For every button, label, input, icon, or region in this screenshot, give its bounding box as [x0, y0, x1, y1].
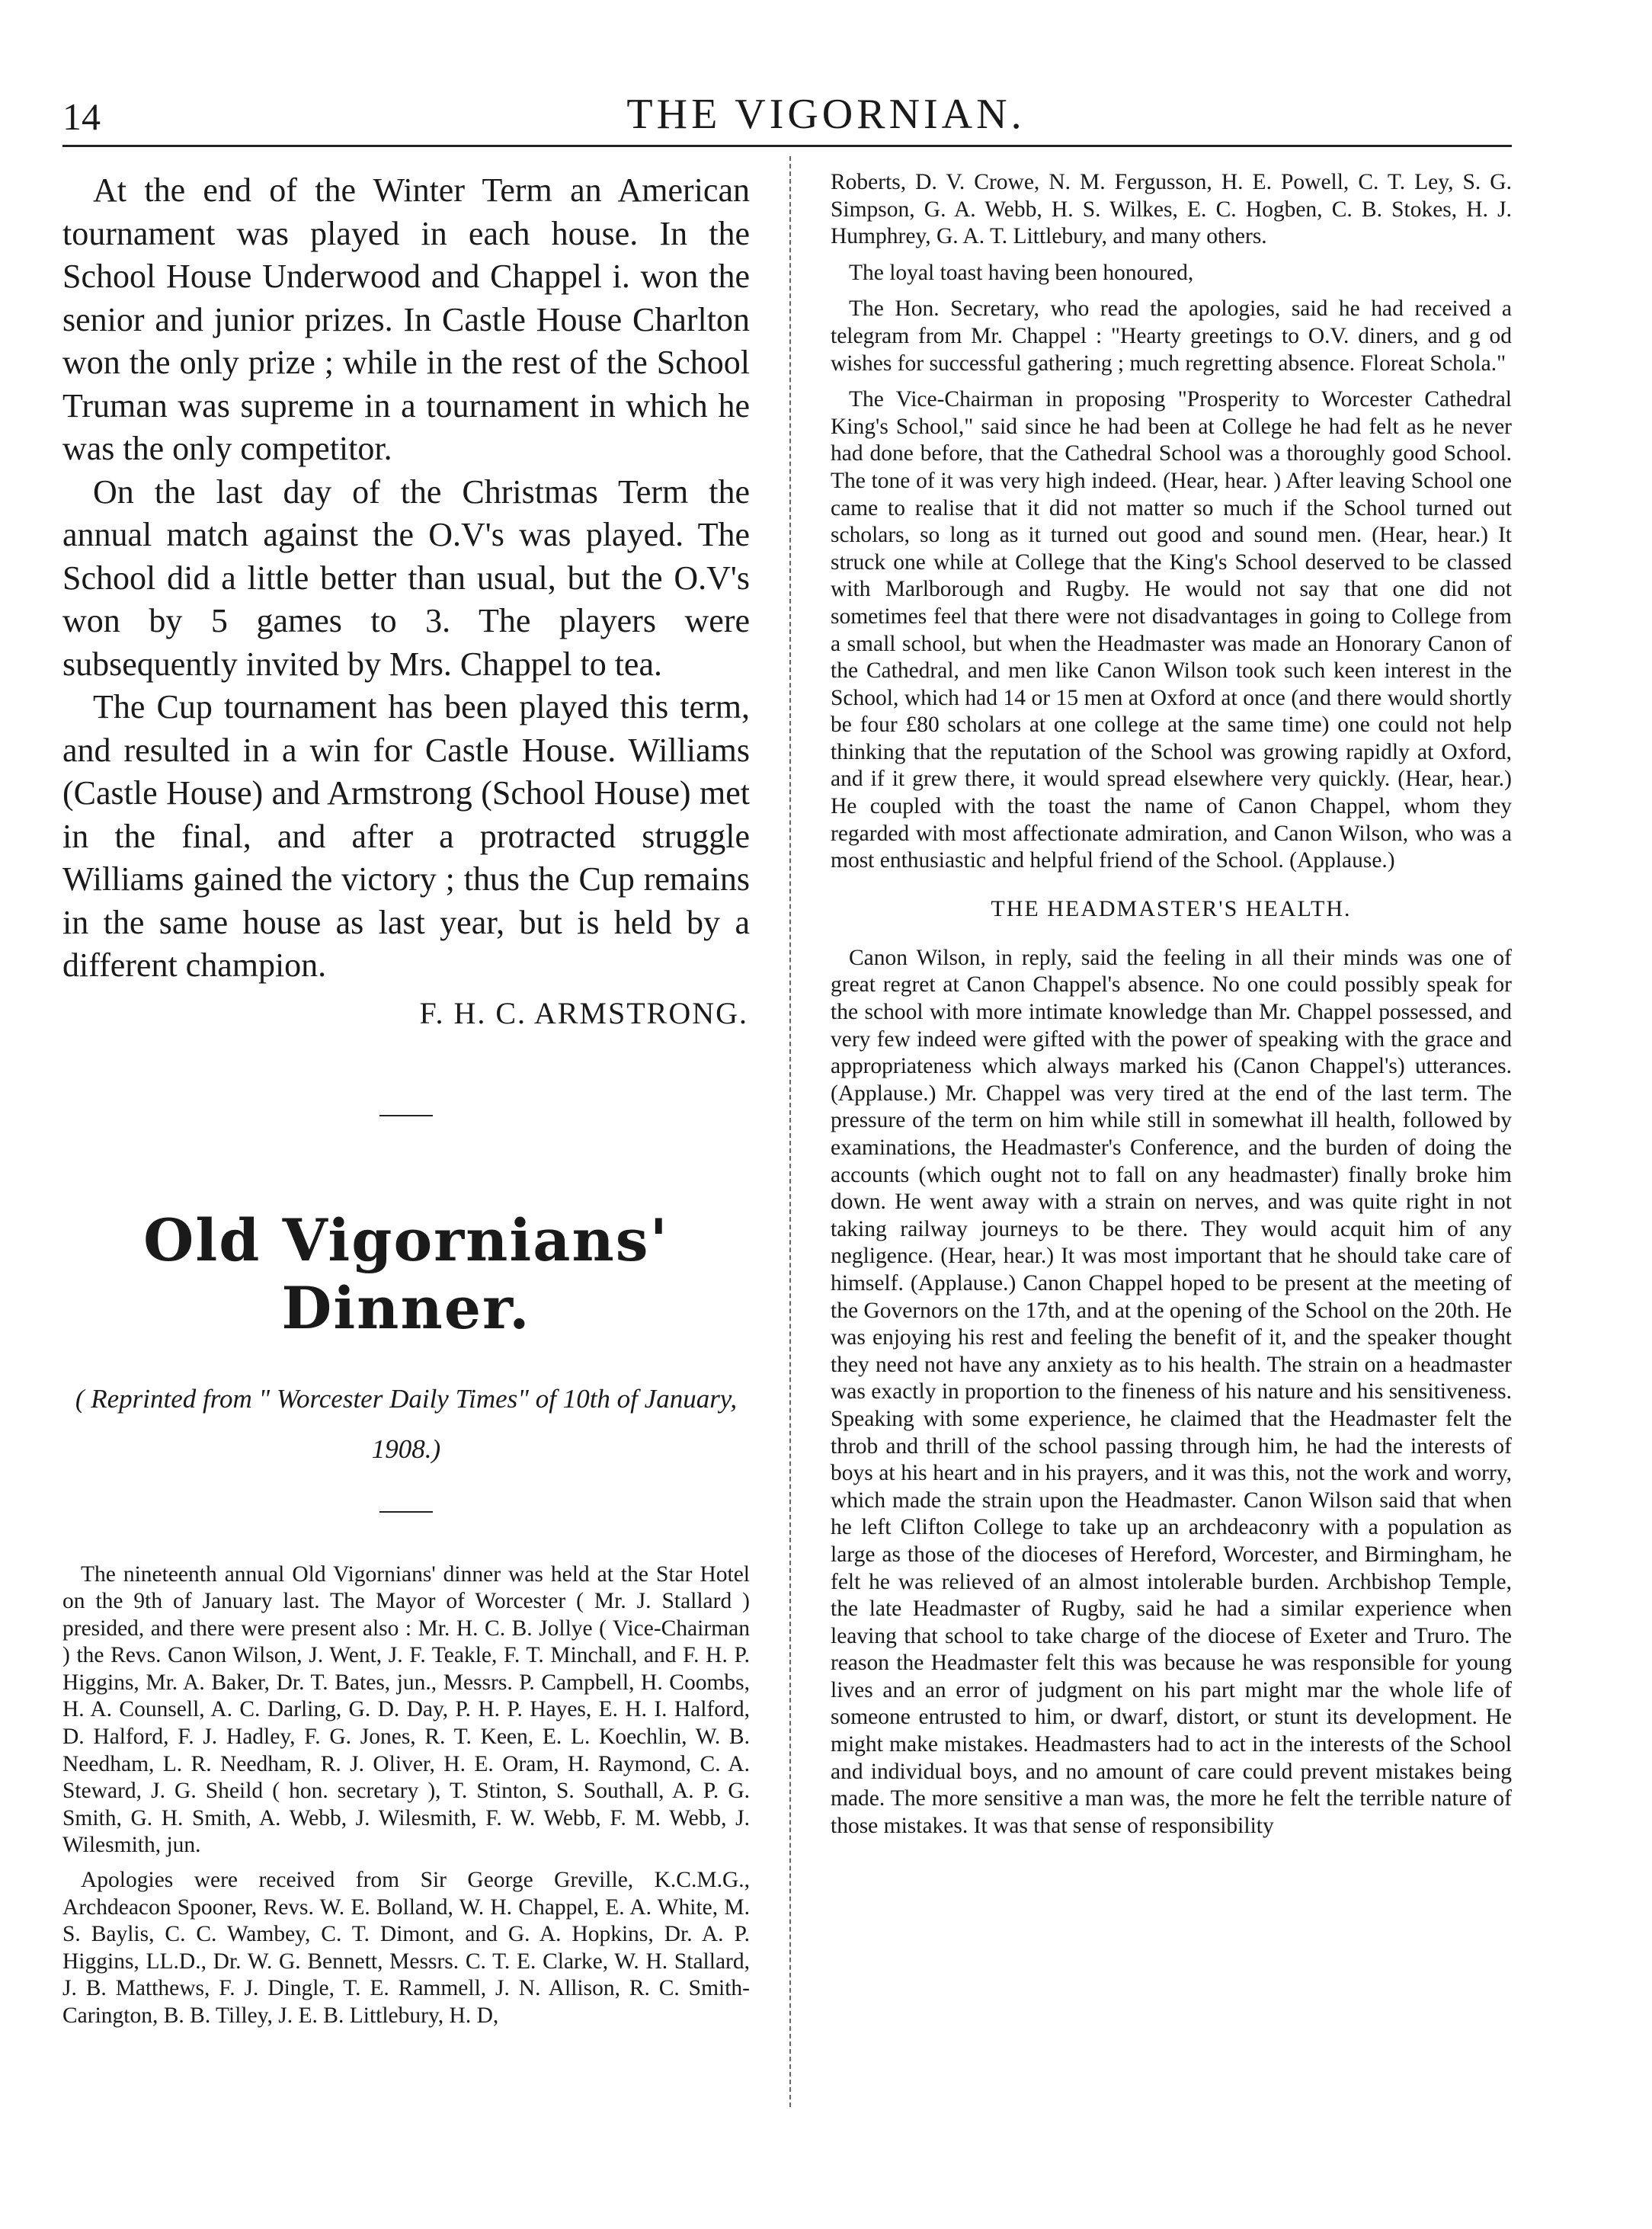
header-rule [62, 145, 1512, 147]
dinner-right-text [831, 169, 1512, 1840]
article-paragraph: Apologies were received from Sir George Greville, K.C.M.G., Archdeacon Spooner, Revs. W. E. Bolland, W. H. Chappel, E. A. White, M. S. Baylis, C. C. Wambey, C. T. Dimont, and G. A. Hopkins, Dr. A. P. Higgins, LL.D., Dr. W. G. Bennett, Messrs. C. T. E. Clarke, W. H. Stallard, J. B. Matthews, F. J. Dingle, T. E. Rammell, J. N. Allison, R. C. Smith- Carington, B. B. Tilley, J. E. B. Littlebury, H. D, [62, 1868, 750, 2028]
right-column [831, 169, 1512, 1849]
chess-paragraph: On the last day of the Christmas Term the annual match against the O.V's was played. The School did a little better than usual, but the O.V's won by 5 games to 3. The players were subsequently invited by Mrs. Chappel to tea. [62, 472, 750, 683]
dinner-left-text [62, 1561, 750, 2030]
section-separator [379, 1115, 433, 1116]
page-title: THE VIGORNIAN. [626, 91, 1026, 138]
column-divider [789, 156, 791, 2107]
signature: F. H. C. ARMSTRONG. [419, 995, 748, 1030]
chess-report [62, 169, 750, 1031]
reprint-note: ( Reprinted from " Worcester Daily Times" of 10th of January, 1908.) [75, 1383, 738, 1464]
section-subheading: THE HEADMASTER'S HEALTH. [991, 895, 1352, 921]
article-title: Old Vigornians' Dinner. [143, 1206, 669, 1342]
chess-paragraph: The Cup tournament has been played this term, and resulted in a win for Castle House. Williams (Castle House) and Armstrong (School House) met in the final, and after a protracted struggle Williams gained the victory ; thus the Cup remains in the same house as last year, but is held by a different champion. [62, 688, 750, 984]
chess-paragraph: At the end of the Winter Term an American tournament was played in each house. In the School House Underwood and Chappel i. won the senior and junior prizes. In Castle House Charlton won the only prize ; while in the rest of the School Truman was supreme in a tournament in which he was the only competitor. [62, 171, 750, 467]
article-paragraph: The Hon. Secretary, who read the apologies, said he had received a telegram from Mr. Chappel : "Hearty greetings to O.V. diners, and g od wishes for successful gathering ; much regretting absence. Floreat Schola." [831, 296, 1512, 376]
left-column [62, 169, 750, 2038]
page-number: 14 [62, 95, 101, 138]
article-paragraph: The nineteenth annual Old Vigornians' dinner was held at the Star Hotel on the 9th of January last. The Mayor of Worcester ( Mr. J. Stallard ) presided, and there were present also : Mr. H. C. B. Jollye ( Vice-Chairman ) the Revs. Canon Wilson, J. Went, J. F. Teakle, F. T. Minchall, and F. H. P. Higgins, Mr. A. Baker, Dr. T. Bates, jun., Messrs. P. Campbell, H. Coombs, H. A. Counsell, A. C. Darling, G. D. Day, P. H. P. Hayes, E. H. I. Halford, D. Halford, F. J. Hadley, F. G. Jones, R. T. Keen, E. L. Koechlin, W. B. Needham, L. R. Needham, R. J. Oliver, H. E. Oram, H. Raymond, C. A. Steward, J. G. Sheild ( hon. secretary ), T. Stinton, S. Southall, A. P. G. Smith, G. H. Smith, A. Webb, J. Wilesmith, F. W. Webb, F. M. Webb, J. Wilesmith, jun. [62, 1561, 750, 1858]
article-paragraph: The Vice-Chairman in proposing "Prosperity to Worcester Cathedral King's School," said since he had been at College he had felt as he never had done before, that the Cathedral School was a thoroughly good School. The tone of it was very high indeed. (Hear, hear. ) After leaving School one came to realise that it did not matter so much if the School turned out scholars, so long as it turned out good and sound men. (Hear, hear.) It struck one while at College that the King's School deserved to be classed with Marlborough and Rugby. He would not say that one did not sometimes feel that there were not disadvantages in going to College from a small school, but when the Headmaster was made an Honorary Canon of the Cathedral, and men like Canon Wilson took such keen interest in the School, which had 14 or 15 men at Oxford at once (and there would shortly be four £80 scholars at one college at the same time) one could not help thinking that the reputation of the School was growing rapidly at Oxford, and if it grew there, it would spread elsewhere very quickly. (Hear, hear.) He coupled with the toast the name of Canon Chappel, whom they regarded with most affectionate admiration, and Canon Wilson, who was a most enthusiastic and helpful friend of the School. (Applause.) [831, 387, 1512, 873]
article-paragraph: Canon Wilson, in reply, said the feeling in all their minds was one of great regret at Canon Chappel's absence. No one could possibly speak for the school with more intimate knowledge than Mr. Chappel possessed, and very few indeed were gifted with the power of speaking with the grace and appropriateness which always marked his (Canon Chappel's) utterances. (Applause.) Mr. Chappel was very tired at the end of the last term. The pressure of the term on him while still in somewhat ill health, followed by examinations, the Headmaster's Conference, and the burden of doing the accounts (which ought not to fall on any headmaster) finally broke him down. He went away with a strain on nerves, and was quite right in not taking railway journeys to be there. They would acquit him of any negligence. (Hear, hear.) It was most important that he should take care of himself. (Applause.) Canon Chappel hoped to be present at the meeting of the Governors on the 17th, and at the opening of the School on the 20th. He was enjoying his rest and feeling the benefit of it, and the speaker thought they need not have any anxiety as to his health. The strain on a headmaster was exactly in proportion to the fineness of his nature and his sensitiveness. Speaking with some experience, he claimed that the Headmaster felt the throb and thrill of the school passing through him, he had the interests of boys at his heart and in his prayers, and it was this, not the work and worry, which made the strain upon the Headmaster. Canon Wilson said that when he left Clifton College to take up an archdeaconry with a population as large as those of the dioceses of Hereford, Worcester, and Birmingham, he felt he was relieved of an almost intolerable burden. Archbishop Temple, the late Headmaster of Rugby, said he had a similar experience when leaving that school to take charge of the diocese of Exeter and Truro. The reason the Headmaster felt this was because he was responsible for young lives and an error of judgment on his part might mar the whole life of someone entrusted to him, or dwarf, distort, or stunt its development. He might make mistakes. Headmasters had to act in the interests of the School and individual boys, and no amount of care could prevent mistakes being made. The more sensitive a man was, the more he felt the terrible nature of those mistakes. It was that sense of responsibility [831, 945, 1512, 1838]
article-paragraph: Roberts, D. V. Crowe, N. M. Fergusson, H. E. Powell, C. T. Ley, S. G. Simpson, G. A. Webb, H. S. Wilkes, E. C. Hogben, C. B. Stokes, H. J. Humphrey, G. A. T. Littlebury, and many others. [831, 170, 1512, 249]
article-paragraph: The loyal toast having been honoured, [849, 260, 1194, 285]
title-separator [379, 1511, 433, 1513]
